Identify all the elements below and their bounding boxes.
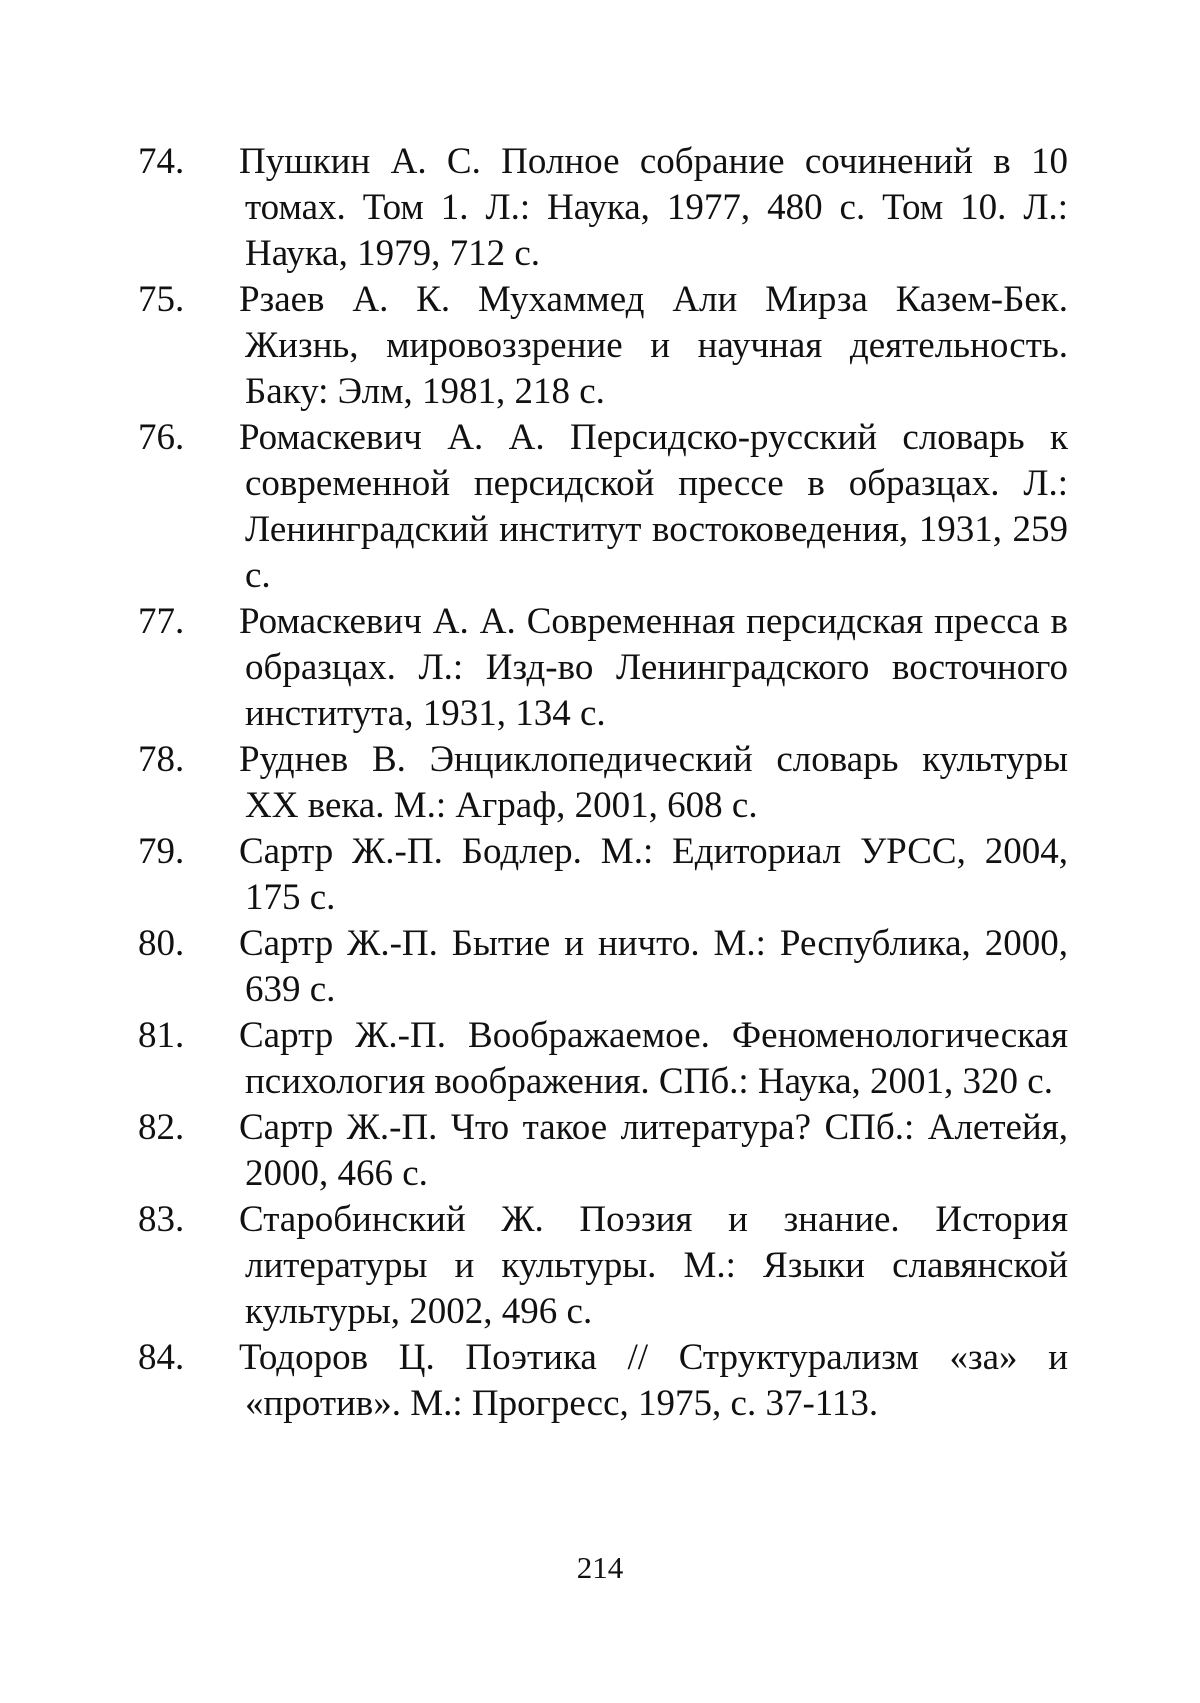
bibliography-entry xyxy=(138,415,1068,599)
entry-text: Старобинский Ж. Поэзия и знание. История литературы и культуры. М.: Языки славянской культуры, 2002, 496 с. xyxy=(239,1199,1068,1332)
entry-number: 84. xyxy=(138,1337,185,1378)
entry-number: 78. xyxy=(138,739,185,780)
entry-text: Сартр Ж.-П. Воображаемое. Феноменологическая психология воображения. СПб.: Наука, 2001, 320 с. xyxy=(239,1015,1068,1102)
entry-text: Ромаскевич А. А. Персидско-русский словарь к современной персидской прессе в образцах. Л.: Ленинградский институт востоковедения, 1931, 259 с. xyxy=(239,417,1068,596)
bibliography-entry xyxy=(138,1197,1068,1335)
bibliography-entry xyxy=(138,599,1068,737)
entry-number: 77. xyxy=(138,601,185,642)
bibliography-entry xyxy=(138,1013,1068,1105)
bibliography-entry xyxy=(138,829,1068,921)
bibliography-entry xyxy=(138,737,1068,829)
bibliography-entry xyxy=(138,921,1068,1013)
entry-text: Сартр Ж.-П. Бодлер. М.: Едиториал УРСС, 2004, 175 с. xyxy=(239,831,1068,918)
entry-number: 81. xyxy=(138,1015,185,1056)
entry-text: Рзаев А. К. Мухаммед Али Мирза Казем-Бек. Жизнь, мировоззрение и научная деятельность. Баку: Элм, 1981, 218 с. xyxy=(239,279,1068,412)
entry-number: 82. xyxy=(138,1107,185,1148)
entry-number: 75. xyxy=(138,279,185,320)
entry-number: 76. xyxy=(138,417,185,458)
bibliography-entry xyxy=(138,1335,1068,1427)
bibliography-list xyxy=(138,139,1068,1427)
entry-text: Сартр Ж.-П. Что такое литература? СПб.: Алетейя, 2000, 466 с. xyxy=(239,1107,1068,1194)
entry-number: 74. xyxy=(138,141,185,182)
bibliography-entry xyxy=(138,1105,1068,1197)
entry-number: 80. xyxy=(138,923,185,964)
bibliography-entry xyxy=(138,139,1068,277)
entry-number: 79. xyxy=(138,831,185,872)
entry-text: Пушкин А. С. Полное собрание сочинений в 10 томах. Том 1. Л.: Наука, 1977, 480 с. Том 10. Л.: Наука, 1979, 712 с. xyxy=(239,141,1068,274)
entry-number: 83. xyxy=(138,1199,185,1240)
bibliography-entry xyxy=(138,277,1068,415)
page-number: 214 xyxy=(576,1550,624,1585)
entry-text: Руднев В. Энциклопедический словарь культуры XX века. М.: Аграф, 2001, 608 с. xyxy=(239,739,1068,826)
entry-text: Сартр Ж.-П. Бытие и ничто. М.: Республика, 2000, 639 с. xyxy=(239,923,1068,1010)
entry-text: Ромаскевич А. А. Современная персидская пресса в образцах. Л.: Изд-во Ленинградского восточного института, 1931, 134 с. xyxy=(239,601,1068,734)
entry-text: Тодоров Ц. Поэтика // Структурализм «за» и «против». М.: Прогресс, 1975, с. 37-113. xyxy=(239,1337,1068,1424)
